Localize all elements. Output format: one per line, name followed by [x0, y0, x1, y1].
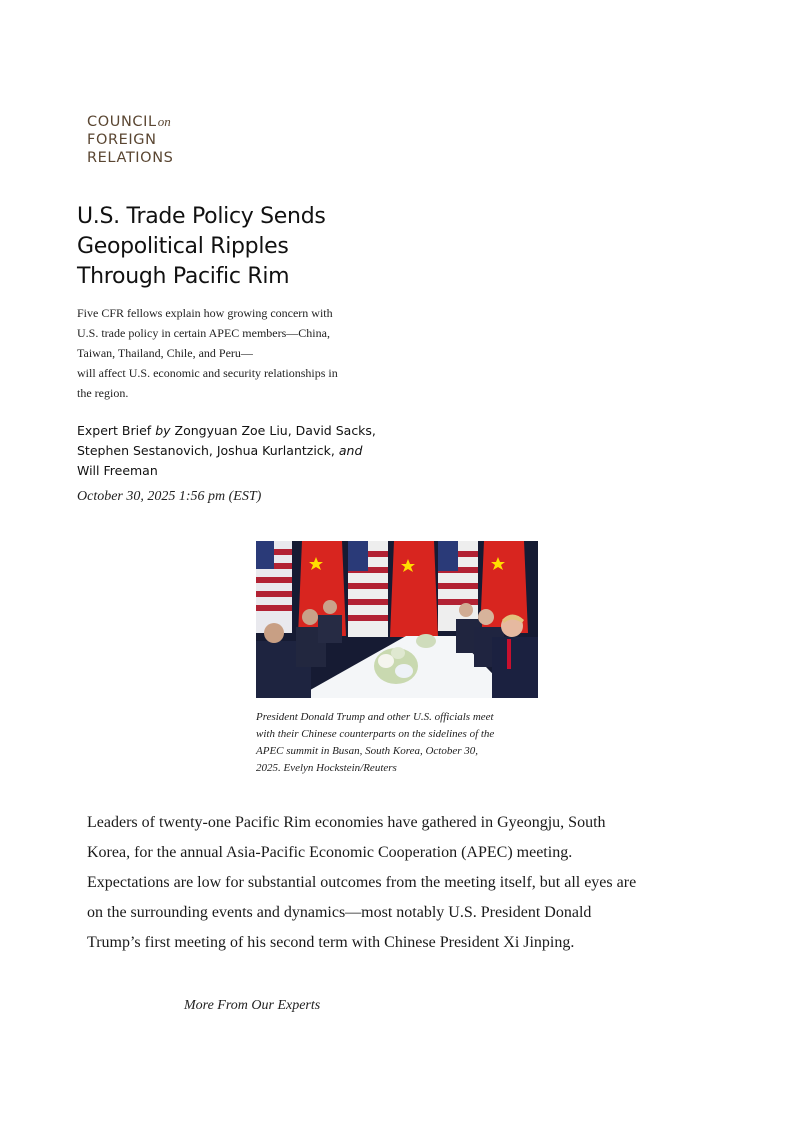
meeting-photo — [256, 541, 538, 698]
summary-line: Five CFR fellows explain how growing concern with — [77, 306, 333, 320]
title-line: Geopolitical Ripples — [77, 234, 289, 259]
article-type[interactable]: Expert Brief — [77, 423, 152, 438]
body-line: Korea, for the annual Asia-Pacific Economic Cooperation (APEC) meeting. — [87, 844, 573, 861]
photo-caption — [256, 709, 546, 777]
cfr-logo[interactable] — [87, 113, 173, 167]
title-line: U.S. Trade Policy Sends — [77, 204, 326, 229]
body-line: on the surrounding events and dynamics—most notably U.S. President Donald — [87, 904, 592, 921]
body-line: Trump’s first meeting of his second term with Chinese President Xi Jinping. — [87, 934, 575, 951]
logo-line-1: COUNCILon — [87, 114, 171, 130]
author-links[interactable]: Stephen Sestanovich, Joshua Kurlantzick, — [77, 443, 335, 458]
author-link[interactable]: Will Freeman — [77, 463, 158, 478]
byline-line-1 — [77, 421, 407, 441]
byline — [77, 421, 407, 481]
logo-line-2: FOREIGN — [87, 132, 157, 148]
summary-line: U.S. trade policy in certain APEC members—China, — [77, 326, 330, 340]
caption-line: President Donald Trump and other U.S. officials meet — [256, 711, 494, 723]
article-title — [77, 202, 397, 292]
byline-and: and — [338, 443, 363, 458]
body-line: Expectations are low for substantial outcomes from the meeting itself, but all eyes are — [87, 874, 637, 891]
article-summary — [77, 303, 387, 403]
publish-date: October 30, 2025 1:56 pm (EST) — [77, 489, 262, 504]
byline-line-2 — [77, 441, 407, 461]
more-from-experts-heading: More From Our Experts — [184, 998, 321, 1013]
logo-on: on — [157, 114, 171, 129]
logo-line-3: RELATIONS — [87, 150, 174, 166]
caption-line: 2025. Evelyn Hockstein/Reuters — [256, 762, 397, 774]
title-line: Through Pacific Rim — [77, 264, 290, 289]
author-links[interactable]: Zongyuan Zoe Liu, David Sacks, — [174, 423, 376, 438]
body-line: Leaders of twenty-one Pacific Rim economies have gathered in Gyeongju, South — [87, 814, 606, 831]
byline-by: by — [155, 423, 171, 438]
article-body — [87, 808, 717, 958]
caption-line: with their Chinese counterparts on the sidelines of the — [256, 728, 495, 740]
summary-line: Taiwan, Thailand, Chile, and Peru— — [77, 346, 253, 360]
caption-line: APEC summit in Busan, South Korea, October 30, — [256, 745, 479, 757]
summary-line: the region. — [77, 386, 129, 400]
summary-line: will affect U.S. economic and security relationships in — [77, 366, 338, 380]
